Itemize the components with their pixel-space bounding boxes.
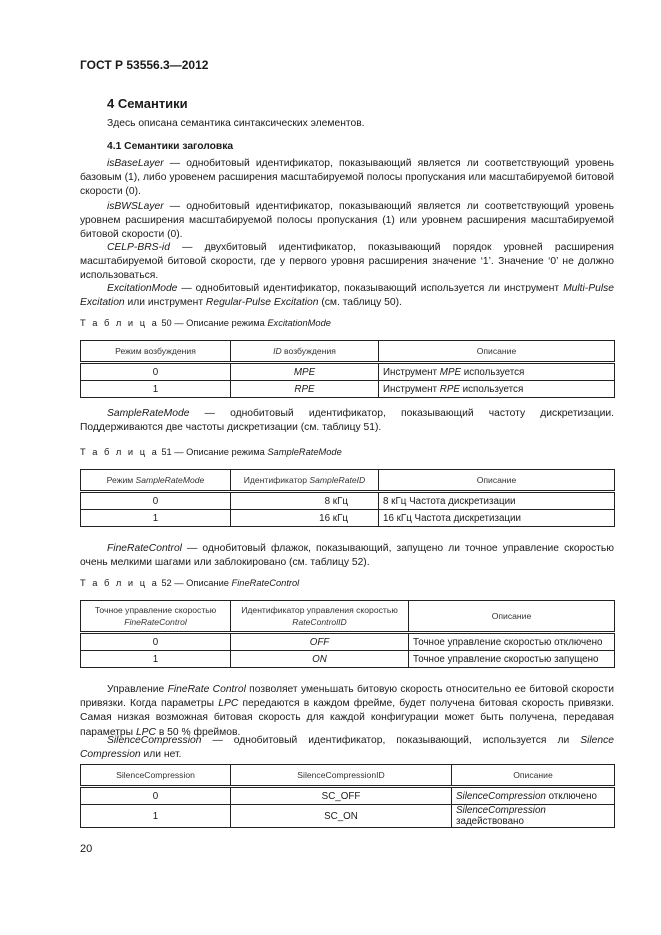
paragraph-finerate-control: Управление FineRate Control позволяет уменьшать битовую скорость относительно ее битовой скорости привязки. Когда параметры LPC передаются в каждом фрейме, будет получена битовая скорость привязки. Самая низкая возможная битовая скорость для каждой конфигурации может быть получена, передавая параметры LPC в 50 % фреймов. [80, 684, 614, 738]
term: isBWSLayer [107, 201, 164, 212]
paragraph-isbaselayer [80, 157, 614, 200]
paragraph-sampleratemode [80, 407, 614, 435]
term: FineRateControl [107, 543, 182, 554]
term: SampleRateMode [107, 408, 190, 419]
text: (см. таблицу 50). [318, 297, 402, 309]
table-52 [80, 600, 615, 668]
column-header: Описание [379, 341, 615, 363]
column-header: SilenceCompression [81, 765, 231, 787]
text: или инструмент [124, 297, 206, 309]
caption-text: 50 — Описание режима [158, 318, 268, 328]
column-header: Описание [409, 601, 615, 633]
table-50 [80, 340, 615, 398]
text: — однобитовый идентификатор, показывающий является ли соответствующий уровень уровнем расширения масштабируемой полосы пропускания (1) или уровнем расширения масштабируемой битовой скорости (0). [80, 201, 614, 241]
column-header: Точное управление скоростью FineRateControl [81, 601, 231, 633]
column-header: ID возбуждения [231, 341, 379, 363]
term: Multi-Pulse Excitation [80, 283, 614, 309]
table-52-caption: Т а б л и ц а 52 — Описание FineRateControl [80, 578, 300, 588]
column-header: Описание [379, 470, 615, 492]
table-row: 1 SC_ON SilenceCompression задействовано [81, 805, 615, 828]
paragraph-celp-brs-id [80, 241, 614, 284]
table-silencecompression [80, 764, 615, 828]
table-row: 0 MPE Инструмент MPE используется [81, 363, 615, 381]
table-row: 1 ON Точное управление скоростью запущено [81, 651, 615, 668]
column-header: Идентификатор управления скоростью RateControlID [231, 601, 409, 633]
table-row: 0 8 кГц 8 кГц Частота дискретизации [81, 492, 615, 510]
table-51 [80, 469, 615, 527]
paragraph-excitationmode [80, 282, 614, 310]
term: Regular-Pulse Excitation [205, 297, 319, 309]
paragraph-isbwslayer [80, 200, 614, 243]
caption-term: ExcitationMode [267, 318, 331, 328]
term: ExcitationMode [107, 283, 178, 294]
text: — однобитовый флажок, показывающий, запущено ли точное управление скоростью очень мелкими шагами или заблокировано (см. таблицу 52). [80, 543, 614, 569]
column-header: Идентификатор SampleRateID [231, 470, 379, 492]
column-header: Режим возбуждения [81, 341, 231, 363]
column-header: Описание [452, 765, 615, 787]
subsection-title: 4.1 Семантики заголовка [107, 141, 234, 152]
column-header: Режим SampleRateMode [81, 470, 231, 492]
paragraph-silencecompression: SilenceCompression — однобитовый идентификатор, показывающий, используется ли Silence Compression или нет. [80, 735, 614, 761]
term: CELP-BRS-id [107, 242, 170, 253]
table-row: 1 RPE Инструмент RPE используется [81, 381, 615, 398]
text: — двухбитовый идентификатор, показывающий порядок уровней расширения масштабируемой битовой скорости, где у первого уровня расширения значение ‘1’. Значение ‘0’ не должно использоваться. [80, 242, 614, 282]
term: isBaseLayer [107, 158, 164, 169]
text: — однобитовый идентификатор, показывающий используется ли инструмент [177, 283, 564, 294]
table-50-caption [80, 318, 331, 328]
column-header: SilenceCompressionID [231, 765, 452, 787]
table-51-caption: Т а б л и ц а 51 — Описание режима SampleRateMode [80, 447, 342, 457]
text: — однобитовый идентификатор, показывающий является ли соответствующий уровень базовым (1), либо уровенем расширения масштабируемой полосы пропускания или масштабируемой битовой скорости (0). [80, 158, 614, 198]
section-intro: Здесь описана семантика синтаксических элементов. [107, 118, 365, 129]
table-row: 0 OFF Точное управление скоростью отключено [81, 633, 615, 651]
caption-word: Т а б л и ц а [80, 318, 159, 328]
table-row: 0 SC_OFF SilenceCompression отключено [81, 787, 615, 805]
section-title: 4 Семантики [107, 96, 188, 111]
paragraph-fineratecontrol [80, 542, 614, 570]
text: — однобитовый идентификатор, показывающий частоту дискретизации. Поддерживаются две частоты дискретизации (см. таблицу 51). [80, 408, 614, 434]
table-row: 1 16 кГц 16 кГц Частота дискретизации [81, 510, 615, 527]
page-number: 20 [80, 843, 93, 855]
document-header: ГОСТ Р 53556.3—2012 [80, 58, 209, 72]
